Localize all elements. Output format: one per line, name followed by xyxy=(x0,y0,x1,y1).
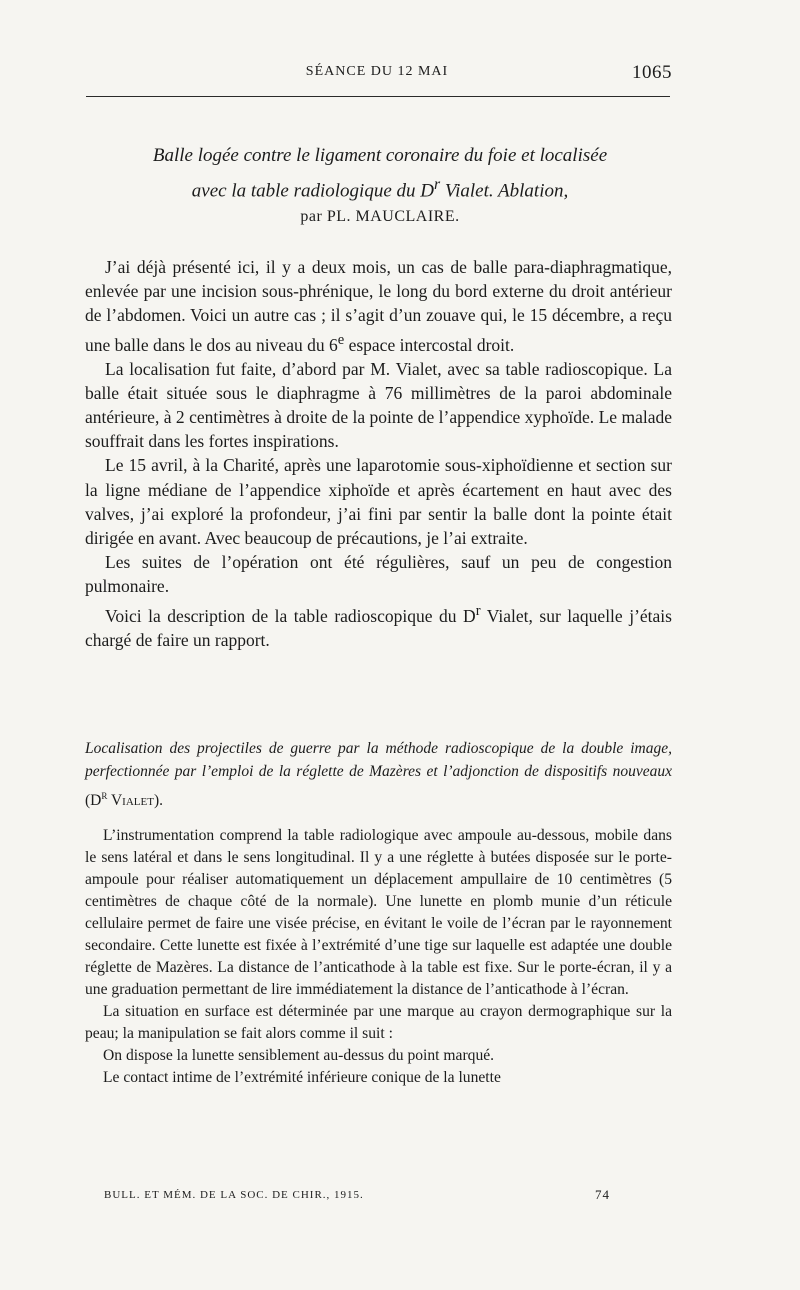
article-body xyxy=(85,255,672,652)
body-text-run: Voici la description de la table radioscopique du D xyxy=(105,605,476,626)
description-text xyxy=(85,825,672,1089)
signature-mark: 74 xyxy=(595,1187,610,1202)
body-paragraph: Les suites de l’opération ont été régulières, sauf un peu de congestion pulmonaire. xyxy=(85,552,672,597)
title-superscript: r xyxy=(433,176,441,193)
article-title-line2 xyxy=(90,170,670,205)
description-paragraph: La situation en surface est déterminée par une marque au crayon dermographique sur la peau; la manipulation se fait alors comme il suit : xyxy=(85,1003,672,1042)
section-title xyxy=(85,737,672,812)
article-author: par PL. MAUCLAIRE. xyxy=(300,208,460,225)
section-title-name: Vialet xyxy=(107,792,154,810)
ordinal-superscript: e xyxy=(337,331,345,348)
description-paragraph: L’instrumentation comprend la table radiologique avec ampoule au-dessous, mobile dans le sens latéral et dans le sens longitudinal. Il y a une réglette à butées disposée sur le porte-ampoule pour réaliser automatiquement un déplacement ampullaire de 10 centimètres (5 centimètres de chaque côté de la normale). Une lunette en plomb munie d’un réticule cellulaire permet de faire une visée précise, en évitant le voile de l’écran par le rayonnement secondaire. Cette lunette est fixée à l’extrémité d’une tige sur laquelle est adaptée une double réglette de Mazères. La distance de l’anticathode à la table est fixe. Sur le porte-écran, il y a une graduation permettant de lire immédiatement la distance de l’anticathode à l’écran. xyxy=(85,827,672,998)
body-paragraph xyxy=(85,255,672,357)
section-title-superscript: r xyxy=(101,787,108,802)
title-superscript: r xyxy=(475,602,481,619)
running-head: SÉANCE DU 12 MAI xyxy=(305,64,449,79)
article-title-line1: Balle logée contre le ligament coronaire du foie et localisée xyxy=(152,145,608,166)
header-rule xyxy=(86,96,670,97)
title-text: avec la table radiologique du D xyxy=(191,180,434,202)
page-number: 1065 xyxy=(632,62,672,83)
journal-citation: BULL. ET MÉM. DE LA SOC. DE CHIR., 1915. xyxy=(104,1189,364,1201)
article-title xyxy=(90,141,670,205)
body-paragraph: Le 15 avril, à la Charité, après une laparotomie sous-xiphoïdienne et section sur la ligne médiane de l’appendice xiphoïde et après écartement en haut avec des valves, j’ai exploré la profondeur, j’ai fini par sentir la balle dont la pointe était dirigée en avant. Avec beaucoup de précautions, je l’ai extraite. xyxy=(85,455,672,549)
section-title-paren: (D xyxy=(85,792,102,810)
body-paragraph: La localisation fut faite, d’abord par M. Vialet, avec sa table radioscopique. La balle était située sous le diaphragme à 76 millimètres de la paroi abdominale antérieure, à 2 centimètres à droite de la pointe de l’appendice xyphoïde. Le malade souffrait dans les fortes inspirations. xyxy=(85,358,672,452)
body-text-run: J’ai déjà présenté ici, il y a deux mois, un cas de balle para-diaphragmatique, enlevée par une incision sous-phrénique, le long du bord externe du droit antérieur de l’abdomen. Voici un autre cas ; il s’agit d’un zouave qui, le 15 décembre, a reçu une balle dans le dos au niveau du 6 xyxy=(85,257,672,355)
description-paragraph: On dispose la lunette sensiblement au-dessus du point marqué. xyxy=(103,1047,495,1064)
title-text-end: Vialet. Ablation, xyxy=(440,180,569,202)
section-title-close: ). xyxy=(153,792,163,810)
description-paragraph: Le contact intime de l’extrémité inférieure conique de la lunette xyxy=(103,1069,501,1086)
page-header xyxy=(82,62,672,86)
body-text-run: Vialet, sur laquelle j’étais chargé de faire un rapport. xyxy=(85,605,672,650)
body-paragraph xyxy=(85,599,672,652)
section-title-text: Localisation des projectiles de guerre par la méthode radioscopique de la double image, perfectionnée par l’emploi de la réglette de Mazères et l’adjonction de dispositifs nouveaux xyxy=(85,740,672,780)
body-text-run: espace intercostal droit. xyxy=(344,334,515,355)
